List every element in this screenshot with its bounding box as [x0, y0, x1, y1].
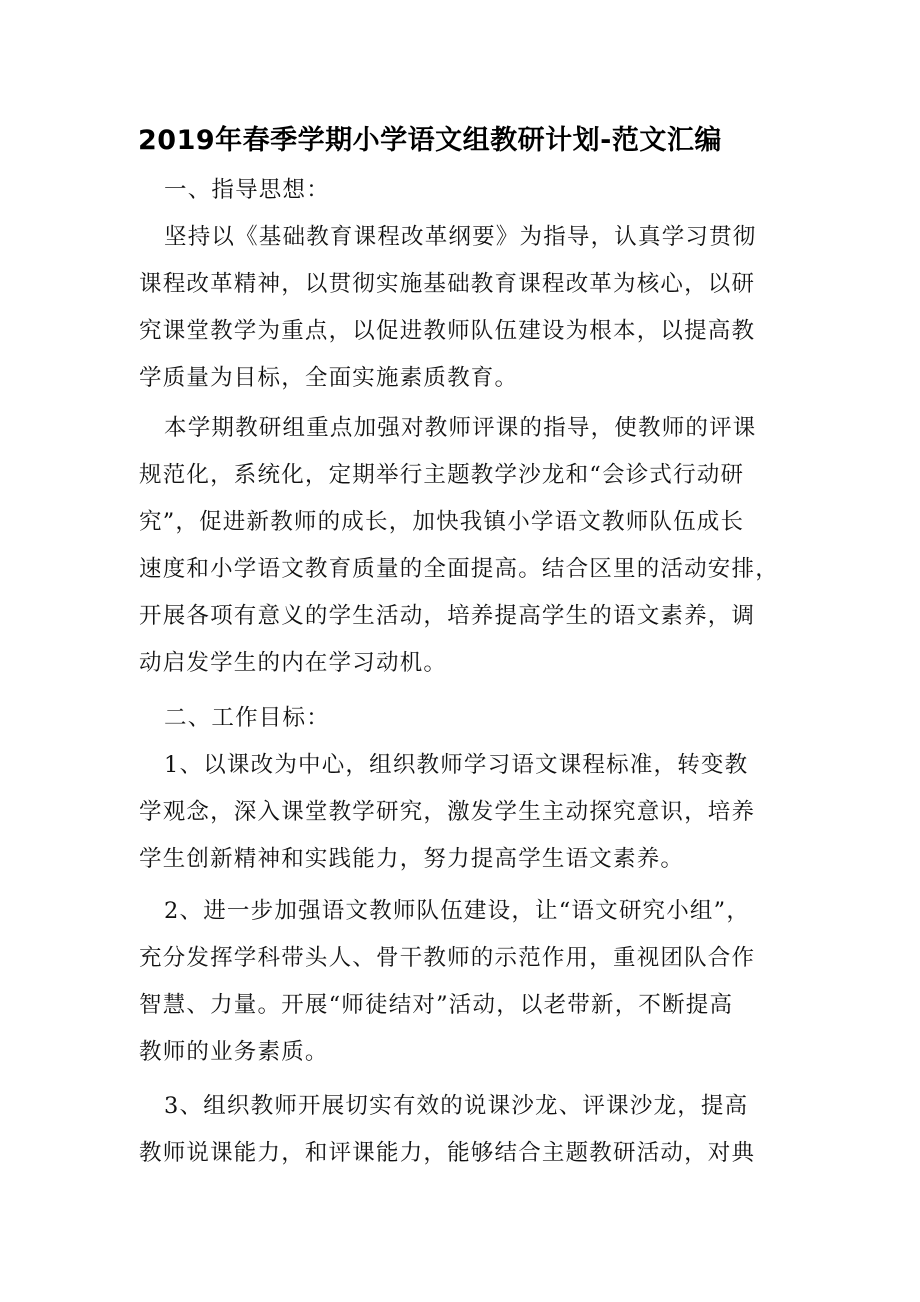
paragraph-line: 本学期教研组重点加强对教师评课的指导，使教师的评课: [164, 415, 757, 441]
list-item-line: 2、进一步加强语文教师队伍建设，让“语文研究小组”，: [164, 898, 751, 924]
section-heading-work-goals: 二、工作目标：: [164, 705, 330, 731]
list-item-line: 智慧、力量。开展“师徒结对”活动，以老带新，不断提高: [139, 992, 734, 1018]
paragraph-line: 规范化，系统化，定期举行主题教学沙龙和“会诊式行动研: [139, 462, 745, 488]
paragraph-line: 课程改革精神，以贯彻实施基础教育课程改革为核心，以研: [139, 271, 756, 297]
paragraph-line: 速度和小学语文教育质量的全面提高。结合区里的活动安排，: [139, 556, 779, 582]
paragraph-line: 动启发学生的内在学习动机。: [139, 650, 448, 676]
paragraph-line: 开展各项有意义的学生活动，培养提高学生的语文素养，调: [139, 603, 756, 629]
list-item-line: 教师的业务素质。: [139, 1039, 329, 1065]
list-item-line: 学生创新精神和实践能力，努力提高学生语文素养。: [139, 846, 685, 872]
list-item-line: 3、组织教师开展切实有效的说课沙龙、评课沙龙，提高: [164, 1093, 749, 1119]
paragraph-line: 坚持以《基础教育课程改革纲要》为指导，认真学习贯彻: [164, 224, 757, 250]
paragraph-line: 究”，促进新教师的成长，加快我镇小学语文教师队伍成长: [139, 509, 745, 535]
document-title: 2019年春季学期小学语文组教研计划-范文汇编: [138, 125, 722, 156]
list-item-line: 教师说课能力，和评课能力，能够结合主题教研活动，对典: [139, 1140, 756, 1166]
list-item-line: 1、以课改为中心，组织教师学习语文课程标准，转变教: [164, 752, 749, 778]
paragraph-line: 究课堂教学为重点，以促进教师队伍建设为根本，以提高教: [139, 318, 756, 344]
list-item-line: 充分发挥学科带头人、骨干教师的示范作用，重视团队合作: [139, 945, 756, 971]
paragraph-line: 学质量为目标，全面实施素质教育。: [139, 365, 519, 391]
list-item-line: 学观念，深入课堂教学研究，激发学生主动探究意识，培养: [139, 799, 756, 825]
section-heading-guiding-ideology: 一、指导思想：: [164, 177, 330, 203]
